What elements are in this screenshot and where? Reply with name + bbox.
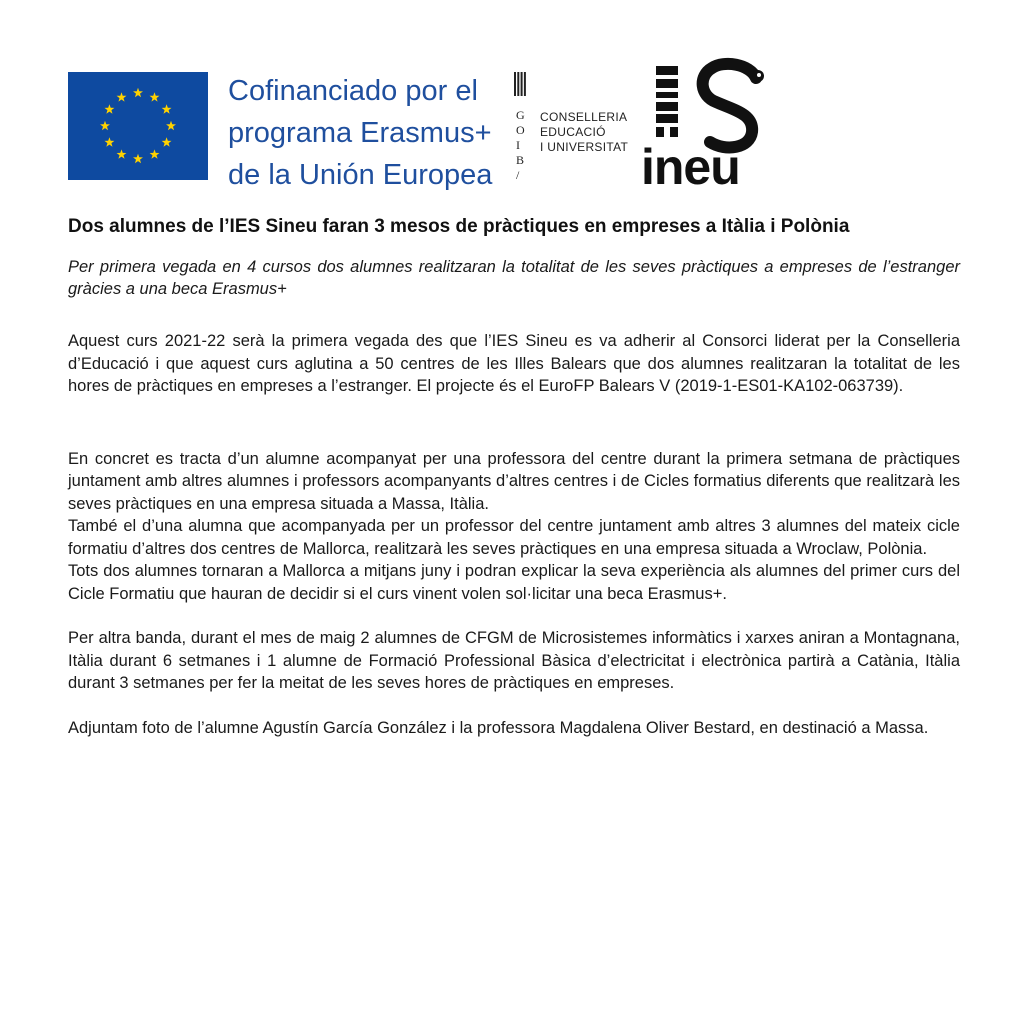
- goib-letter: O: [516, 123, 525, 137]
- goib-letters: [516, 108, 525, 183]
- conselleria-line-3: I UNIVERSITAT: [540, 140, 629, 154]
- eu-line-1: Cofinanciado por el: [228, 75, 478, 107]
- article-paragraph: Per altra banda, durant el mes de maig 2 alumnes de CFGM de Microsistemes informàtics i xarxes aniran a Montagnana, Itàlia durant 6 setmanes i 1 alumne de Formació Professional Bàsica d’electricitat i electrònica partirà a Catània, Itàlia durant 3 setmanes per fer la meitat de les seves hores de pràctiques en empreses.: [68, 629, 960, 692]
- article-title: Dos alumnes de l’IES Sineu faran 3 mesos de pràctiques en empreses a Itàlia i Polònia: [68, 216, 850, 237]
- ies-wordmark: ineu: [641, 139, 740, 195]
- spacer: [68, 695, 960, 717]
- eu-line-2: programa Erasmus+: [228, 117, 492, 149]
- conselleria-line-1: CONSELLERIA: [540, 110, 628, 124]
- goib-emblem-icon: [514, 72, 526, 96]
- eu-cofinance-text: [228, 70, 492, 196]
- article-paragraph: També el d’una alumna que acompanyada per un professor del centre juntament amb altres 3 alumnes del mateix cicle formatiu d’altres dos centres de Mallorca, realitzarà les seves pràctiques en una empresa situada a Wroclaw, Polònia.: [68, 517, 960, 558]
- goib-letter: B: [516, 153, 525, 167]
- goib-letter: /: [516, 168, 520, 182]
- article-paragraph: En concret es tracta d’un alumne acompanyat per una professora del centre durant la primera setmana de pràctiques juntament amb altres alumnes i professors acompanyants d’altres centres i de Cicles formatius diferents que realitzarà les seves pràctiques en una empresa situada a Massa, Itàlia.: [68, 449, 960, 513]
- article-paragraph: Aquest curs 2021-22 serà la primera vegada des que l’IES Sineu es va adherir al Consorci liderat per la Conselleria d’Educació i que aquest curs aglutina a 50 centres de les Illes Balears que dos alumnes realitzaran la totalitat de les hores de pràctiques en empreses a l’estranger. El projecte és el EuroFP Balears V (2019-1-ES01-KA102-063739).: [68, 332, 960, 395]
- spacer: [68, 398, 960, 448]
- article-paragraph: Tots dos alumnes tornaran a Mallorca a mitjans juny i podran explicar la seva experiència als alumnes del primer curs del Cicle Formatiu que hauran de decidir si el curs vinent volen sol·licitar una beca Erasmus+.: [68, 562, 960, 603]
- spacer: [68, 605, 960, 627]
- goib-logo: [512, 72, 637, 192]
- eu-flag-icon: [68, 72, 208, 180]
- page-header: [0, 0, 1024, 200]
- goib-letter: I: [516, 138, 520, 152]
- article-paragraph: Adjuntam foto de l’alumne Agustín García González i la professora Magdalena Oliver Bestard, en destinació a Massa.: [68, 718, 929, 737]
- article: [68, 214, 960, 739]
- eu-line-3: de la Unión Europea: [228, 159, 493, 191]
- conselleria-text: [540, 110, 628, 155]
- conselleria-line-2: EDUCACIÓ: [540, 125, 606, 139]
- article-subtitle: Per primera vegada en 4 cursos dos alumnes realitzaran la totalitat de les seves pràctiques a empreses de l’estranger gràcies a una beca Erasmus+: [68, 258, 960, 298]
- goib-letter: G: [516, 108, 525, 122]
- eu-flag-stars: [68, 72, 208, 180]
